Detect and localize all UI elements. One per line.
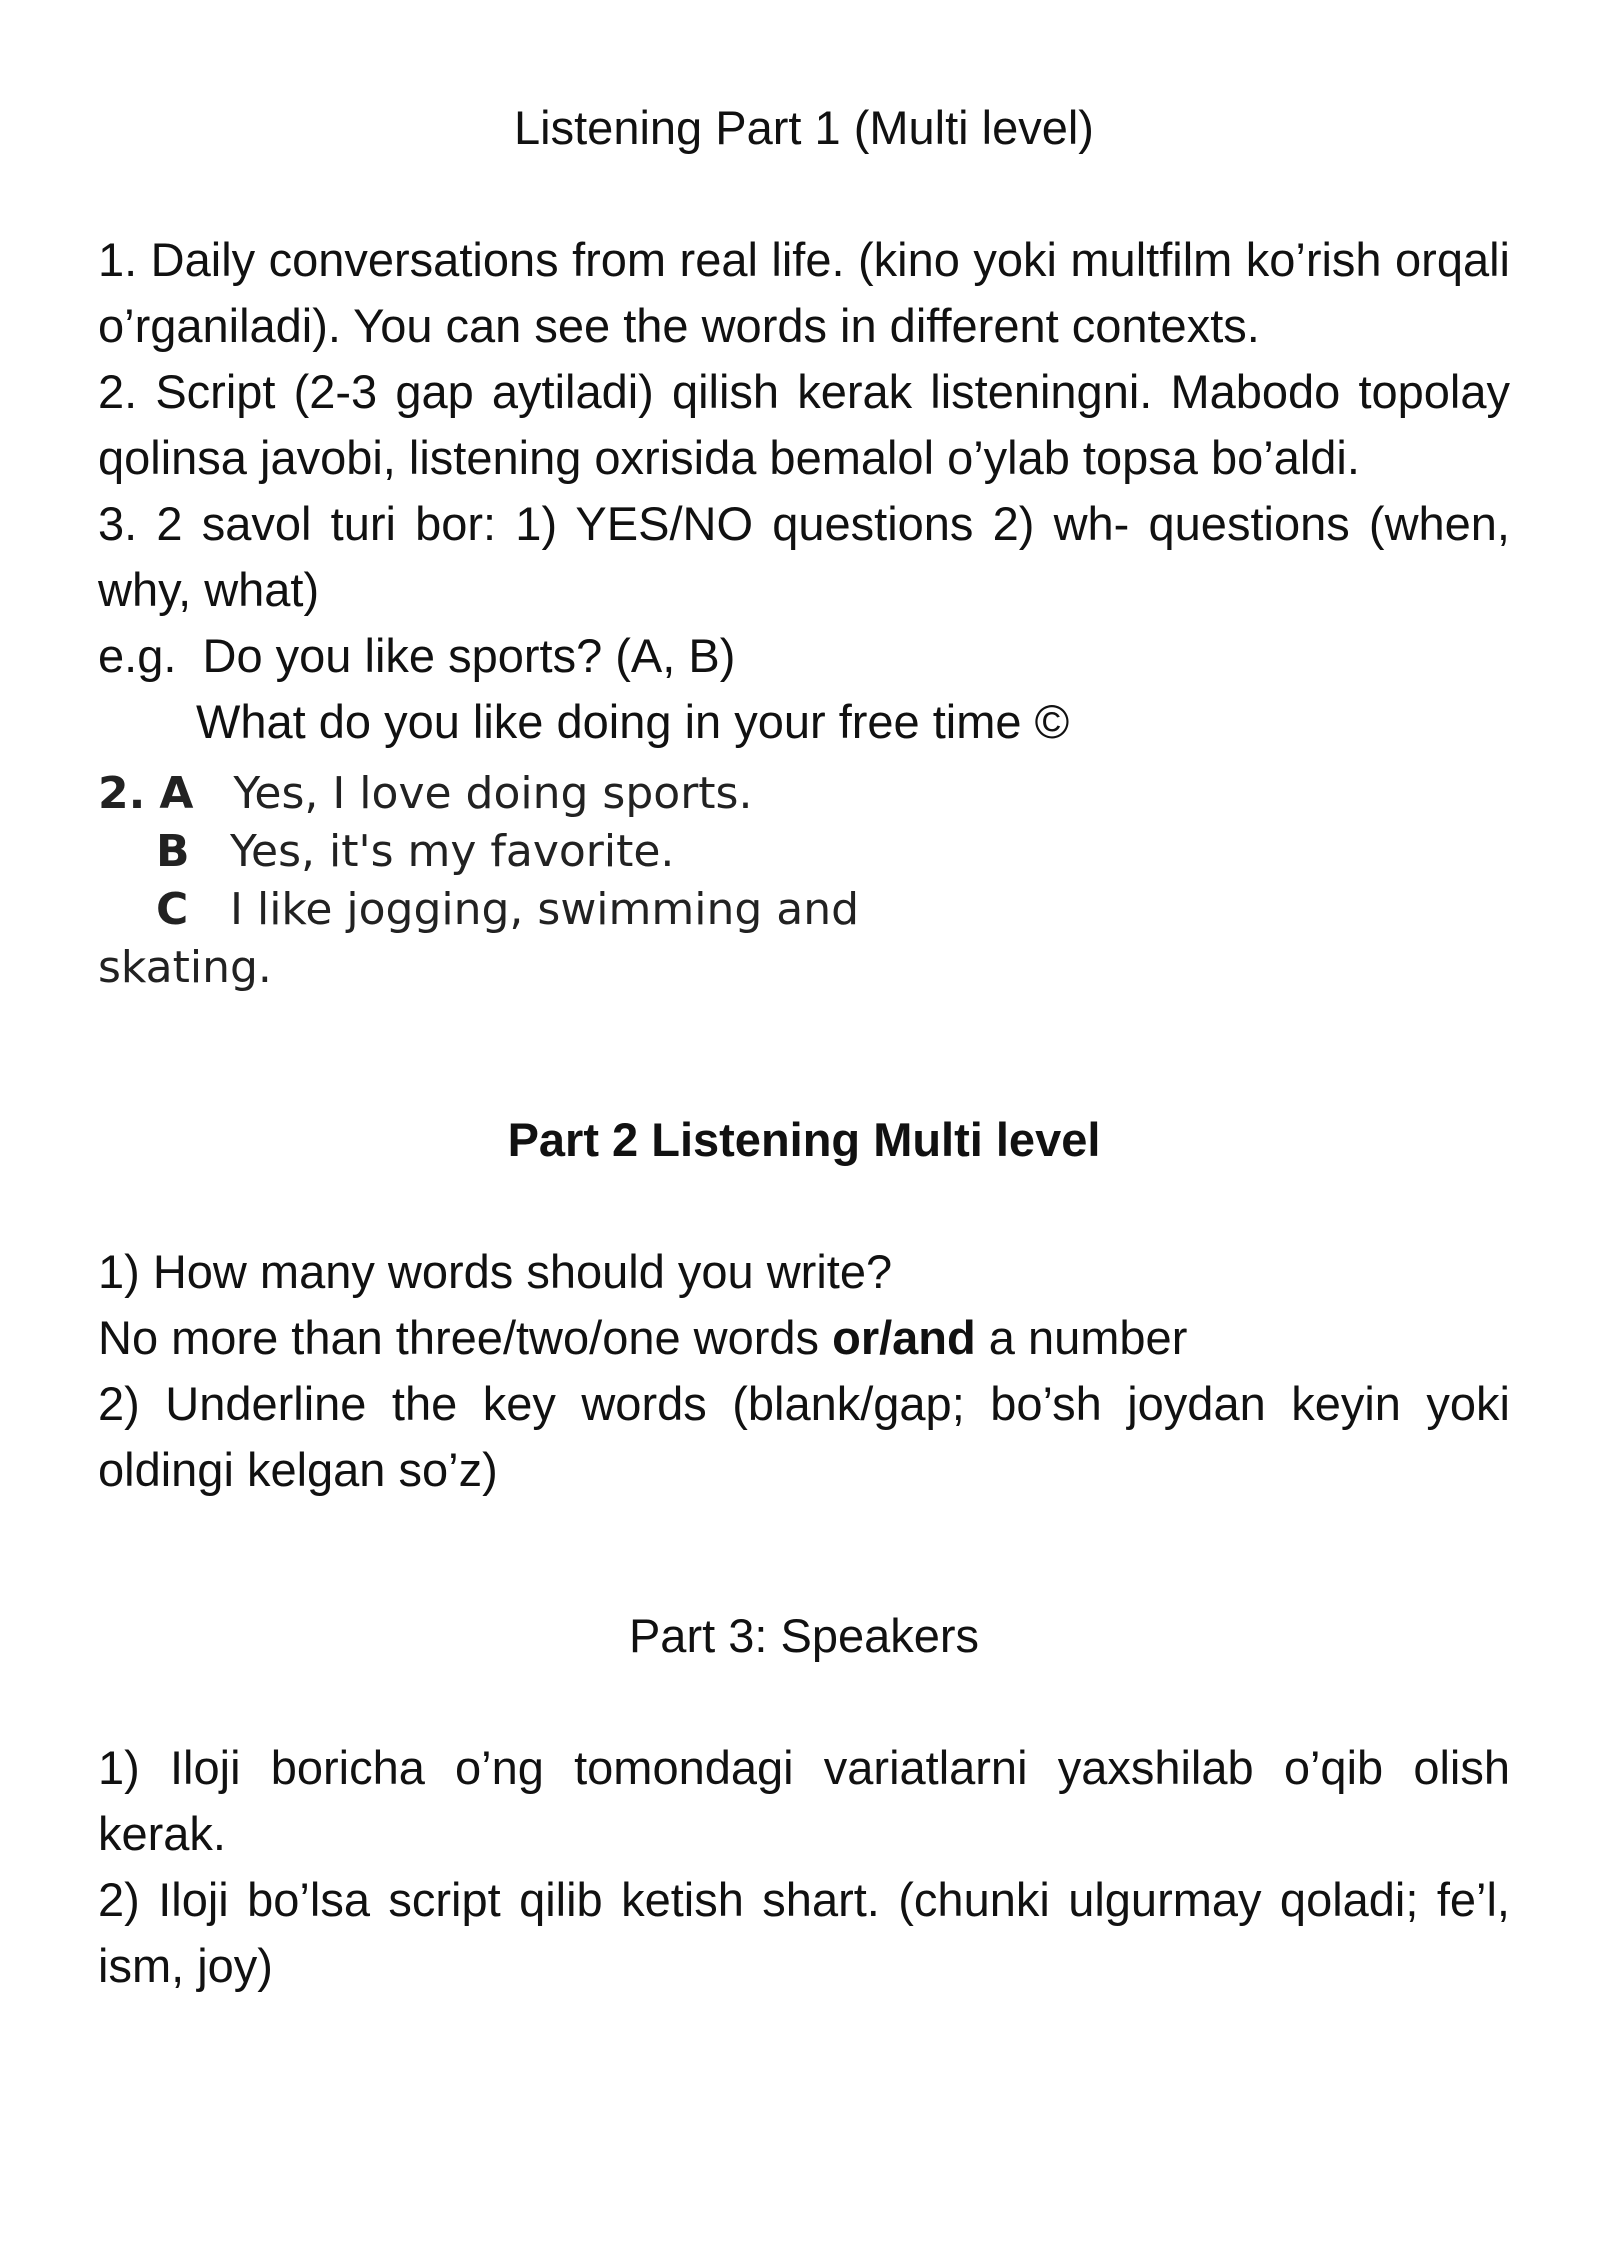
question-number: 2. xyxy=(98,768,146,819)
part2-item-2: 2) Underline the key words (blank/gap; bo’sh joydan keyin yoki oldingi kelgan so’z) xyxy=(98,1377,1510,1496)
part2-title: Part 2 Listening Multi level xyxy=(507,1113,1101,1166)
part1-item-3: 3. 2 savol turi bor: 1) YES/NO questions 2) wh- questions (when, why, what) xyxy=(98,497,1510,616)
example-question-1: Do you like sports? (A, B) xyxy=(202,629,736,682)
answer-options xyxy=(98,765,1510,997)
part2-line-2 xyxy=(98,1305,1510,1371)
option-a-letter: A xyxy=(159,768,194,819)
option-c-letter: C xyxy=(156,884,189,935)
part1-item-2: 2. Script (2-3 gap aytiladi) qilish kerak listeningni. Mabodo topolay qolinsa javobi, listening oxrisida bemalol o’ylab topsa bo’aldi. xyxy=(98,365,1510,484)
example-line xyxy=(98,623,1510,689)
part2-item-1: 1) How many words should you write? xyxy=(98,1245,893,1298)
example-question-2: What do you like doing in your free time © xyxy=(196,695,1070,748)
part2-line-2-emphasis: or/and xyxy=(832,1311,976,1364)
option-a xyxy=(98,765,1510,823)
part3-item-2: 2) Iloji bo’lsa script qilib ketish shart. (chunki ulgurmay qoladi; fe’l, ism, joy) xyxy=(98,1873,1510,1992)
part3-title: Part 3: Speakers xyxy=(628,1609,980,1662)
part3-item-1: 1) Iloji boricha o’ng tomondagi variatlarni yaxshilab o’qib olish kerak. xyxy=(98,1741,1510,1860)
part2-line-2-end: a number xyxy=(975,1311,1188,1364)
option-c-text: I like jogging, swimming and xyxy=(230,884,860,935)
option-b xyxy=(98,823,1510,881)
part1-title: Listening Part 1 (Multi level) xyxy=(514,101,1094,154)
spacer xyxy=(98,1669,1510,1735)
option-b-letter: B xyxy=(156,826,190,877)
spacer xyxy=(98,997,1510,1107)
document-page xyxy=(98,95,1510,1999)
option-b-text: Yes, it's my favorite. xyxy=(230,826,675,877)
spacer xyxy=(98,161,1510,227)
spacer xyxy=(98,1503,1510,1603)
spacer xyxy=(98,1173,1510,1239)
part2-line-2-start: No more than three/two/one words xyxy=(98,1311,833,1364)
part1-item-1: 1. Daily conversations from real life. (kino yoki multfilm ko’rish orqali o’rganiladi). You can see the words in different contexts. xyxy=(98,233,1510,352)
option-c xyxy=(98,881,1510,939)
option-a-text: Yes, I love doing sports. xyxy=(233,768,753,819)
option-c-continued: skating. xyxy=(98,942,272,993)
example-label: e.g. xyxy=(98,629,177,682)
